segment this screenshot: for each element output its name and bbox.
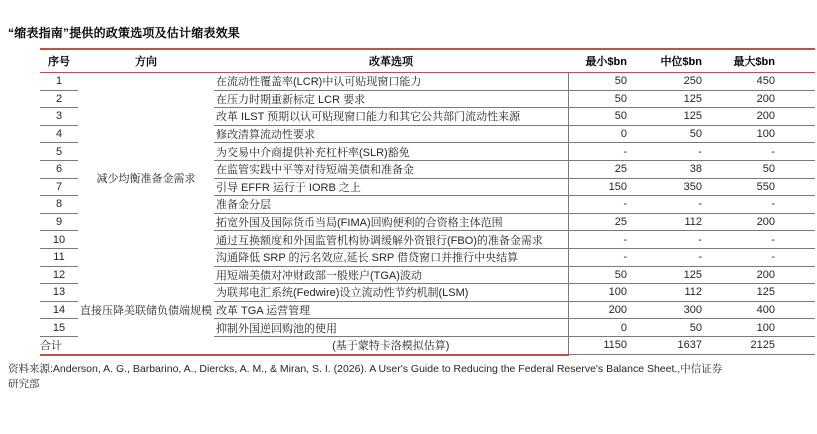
min-value: 50 (568, 266, 633, 284)
mid-value: 38 (633, 160, 708, 178)
reform-option: 准备金分层 (214, 196, 568, 214)
mid-value: 125 (633, 90, 708, 108)
total-row (40, 336, 815, 354)
total-mid-value: 1637 (633, 336, 708, 354)
min-value: - (568, 231, 633, 249)
max-value: - (708, 143, 815, 161)
reform-option: 修改清算流动性要求 (214, 125, 568, 143)
direction-group-label: 减少均衡准备金需求 (96, 173, 196, 186)
table-footer (40, 336, 815, 354)
column-header-direction: 方向 (78, 49, 214, 73)
row-number: 10 (40, 231, 78, 249)
max-value: 50 (708, 160, 815, 178)
row-number: 9 (40, 213, 78, 231)
max-value: 450 (708, 73, 815, 91)
reform-option: 在监管实践中平等对待短端美债和准备金 (214, 160, 568, 178)
reform-option: 沟通降低 SRP 的污名效应,延长 SRP 借贷窗口并推行中央结算 (214, 248, 568, 266)
mid-value: - (633, 143, 708, 161)
row-number: 13 (40, 284, 78, 302)
mid-value: 250 (633, 73, 708, 91)
column-header-max: 最大$bn (708, 49, 815, 73)
table-header (40, 49, 815, 73)
row-number: 8 (40, 196, 78, 214)
max-value: 200 (708, 108, 815, 126)
max-value: 200 (708, 90, 815, 108)
mid-value: 125 (633, 266, 708, 284)
total-max-value: 2125 (708, 336, 815, 354)
row-number: 11 (40, 248, 78, 266)
table-row (40, 284, 815, 302)
row-number: 15 (40, 319, 78, 337)
row-number: 6 (40, 160, 78, 178)
mid-value: 350 (633, 178, 708, 196)
min-value: 0 (568, 125, 633, 143)
max-value: 125 (708, 284, 815, 302)
max-value: 200 (708, 213, 815, 231)
total-min-value: 1150 (568, 336, 633, 354)
header-row (40, 49, 815, 73)
mid-value: 50 (633, 319, 708, 337)
column-header-no: 序号 (40, 49, 78, 73)
min-value: 25 (568, 160, 633, 178)
max-value: - (708, 248, 815, 266)
mid-value: 50 (633, 125, 708, 143)
reform-option: 通过互换额度和外国监管机构协调缓解外资银行(FBO)的准备金需求 (214, 231, 568, 249)
min-value: 50 (568, 73, 633, 91)
min-value: 25 (568, 213, 633, 231)
table-body (40, 73, 815, 337)
min-value: 200 (568, 301, 633, 319)
max-value: - (708, 196, 815, 214)
mid-value: 112 (633, 213, 708, 231)
min-value: 50 (568, 108, 633, 126)
min-value: 100 (568, 284, 633, 302)
max-value: 200 (708, 266, 815, 284)
total-label: 合计 (40, 336, 214, 354)
min-value: 0 (568, 319, 633, 337)
reform-option: 拓宽外国及国际货币当局(FIMA)回购便利的合资格主体范围 (214, 213, 568, 231)
max-value: 400 (708, 301, 815, 319)
row-number: 2 (40, 90, 78, 108)
min-value: - (568, 196, 633, 214)
row-number: 14 (40, 301, 78, 319)
reform-option: 改革 ILST 预期以认可贴现窗口能力和其它公共部门流动性来源 (214, 108, 568, 126)
mid-value: 112 (633, 284, 708, 302)
mid-value: 125 (633, 108, 708, 126)
min-value: - (568, 248, 633, 266)
min-value: 50 (568, 90, 633, 108)
source-note-line1: 资料来源:Anderson, A. G., Barbarino, A., Diercks, A. M., & Miran, S. I. (2026). A User's Guide to Reducing the Federal Reserve's Balance Sheet.,中信证券 (8, 362, 723, 375)
mid-value: - (633, 248, 708, 266)
max-value: 100 (708, 125, 815, 143)
row-number: 7 (40, 178, 78, 196)
row-number: 3 (40, 108, 78, 126)
mid-value: 300 (633, 301, 708, 319)
column-header-mid: 中位$bn (633, 49, 708, 73)
row-number: 12 (40, 266, 78, 284)
column-header-option: 改革选项 (214, 49, 568, 73)
source-note (8, 362, 810, 392)
reform-option: 为交易中介商提供补充杠杆率(SLR)豁免 (214, 143, 568, 161)
row-number: 5 (40, 143, 78, 161)
reform-option: 用短端美债对冲财政部一般账户(TGA)波动 (214, 266, 568, 284)
reform-option: 在流动性覆盖率(LCR)中认可贴现窗口能力 (214, 73, 568, 91)
max-value: 550 (708, 178, 815, 196)
reform-option: 为联邦电汇系统(Fedwire)设立流动性节约机制(LSM) (214, 284, 568, 302)
min-value: 150 (568, 178, 633, 196)
direction-group-label: 直接压降美联储负债端规模 (80, 305, 212, 318)
mid-value: - (633, 231, 708, 249)
max-value: 100 (708, 319, 815, 337)
reform-option: 在压力时期重新标定 LCR 要求 (214, 90, 568, 108)
min-value: - (568, 143, 633, 161)
source-note-line2: 研究部 (8, 377, 40, 390)
policy-options-table (40, 48, 815, 356)
row-number: 1 (40, 73, 78, 91)
table-row (40, 73, 815, 91)
reform-option: 改革 TGA 运营管理 (214, 301, 568, 319)
max-value: - (708, 231, 815, 249)
mid-value: - (633, 196, 708, 214)
column-header-min: 最小$bn (568, 49, 633, 73)
page-title: “缩表指南”提供的政策选项及估计缩表效果 (8, 26, 241, 40)
total-basis-note: (基于蒙特卡洛模拟估算) (214, 336, 568, 354)
reform-option: 抑制外国逆回购池的使用 (214, 319, 568, 337)
row-number: 4 (40, 125, 78, 143)
reform-option: 引导 EFFR 运行于 IORB 之上 (214, 178, 568, 196)
